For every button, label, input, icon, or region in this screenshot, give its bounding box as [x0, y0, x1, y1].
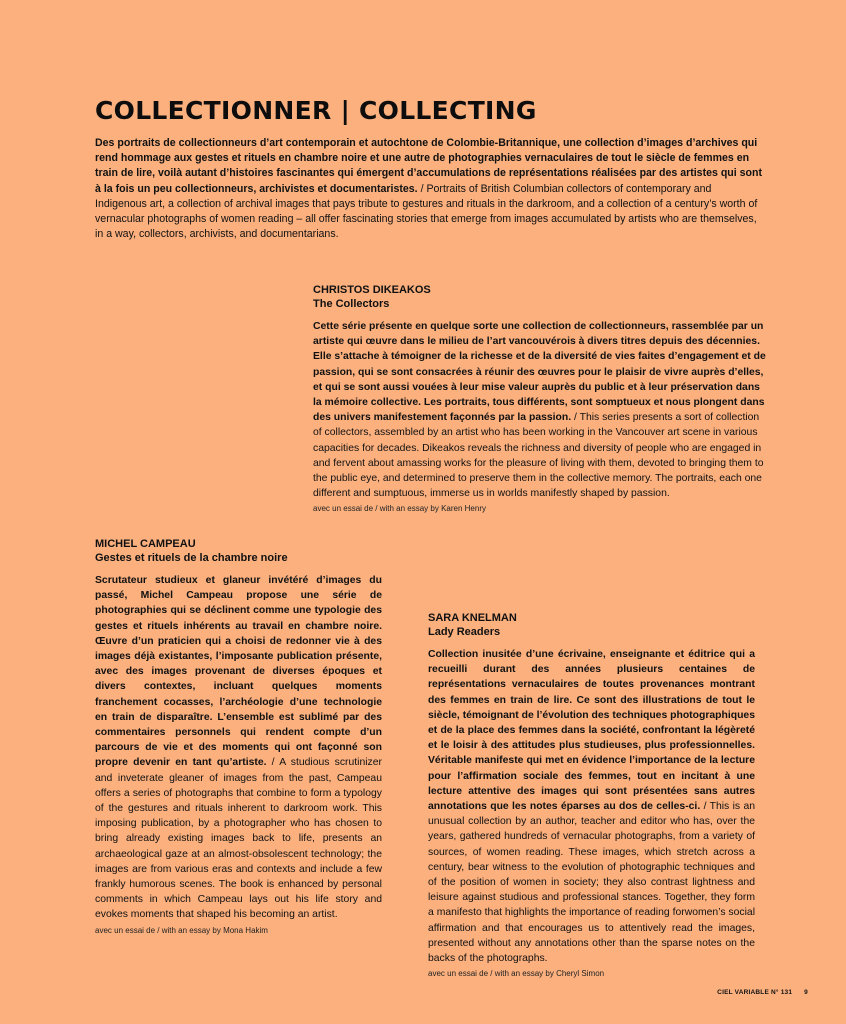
- intro-english: / Portraits of British Columbian collectors of contemporary and Indigenous art, a collection of archival images that pays tribute to gestures and rituals in the darkroom, and a collection of a century’s worth of vernacular photographs of women reading – all offer fascinating stories that emerge from images accumulated by artists who are themselves, in a way, collectors, archivists, and documentarians.: [95, 182, 758, 241]
- body-english: / This series presents a sort of collection of collectors, assembled by an artist who has been working in the Vancouver art scene in various capacities for decades. Dikeakos reveals the richness and diversity of people who are engaged in and fervent about amassing works for the pleasure of living with them, devoted to bringing them to the public eye, and determined to preserve them in the collective memory. The portraits, each one different and sumptuous, immerse us in worlds manifestly shaped by passion.: [313, 412, 764, 500]
- intro-paragraph: [95, 136, 763, 242]
- page-number: 9: [804, 989, 808, 996]
- page-footer: [717, 989, 808, 996]
- publication-name: CIEL VARIABLE N° 131: [717, 989, 793, 996]
- body-french: Scrutateur studieux et glaneur invétéré d’images du passé, Michel Campeau propose une série de photographies qui se déclinent comme une typologie des gestes et rituels inhérents au travail en chambre noire. Œuvre d’un praticien qui a choisi de redonner vie à des images déjà existantes, l’imposante publication présente, avec des images provenant de diverses époques et divers contextes, incluant quelques moments franchement cocasses, l’archéologie d’une technologie en train de disparaître. L’ensemble est sublimé par des commentaires personnels qui rendent compte d’un parcours de vie et des moments qui ont façonné son propre devenir en tant qu’artiste.: [95, 575, 382, 769]
- section-dikeakos: [313, 283, 768, 515]
- body-french: Collection inusitée d’une écrivaine, enseignante et éditrice qui a recueilli durant des années plusieurs centaines de représentations vernaculaires de toutes provenances montrant des femmes en train de lire. Ce sont des illustrations de tout le siècle, témoignant de l’évolution des techniques photographiques et de la place des femmes dans la société, confrontant la légèreté et le loisir à des attitudes plus studieuses, plus professionnelles. Véritable manifeste qui met en évidence l’importance de la lecture pour l’affirmation sociale des femmes, tout en incitant à une lecture attentive des images qui sont présentées sans autres annotations que les notes éparses au dos de celles-ci.: [428, 649, 755, 813]
- work-title: Lady Readers: [428, 626, 501, 638]
- section-campeau: [95, 537, 382, 937]
- essay-credit: avec un essai de / with an essay by Karen Henry: [313, 504, 486, 514]
- page-title: COLLECTIONNER | COLLECTING: [95, 96, 537, 125]
- essay-credit: avec un essai de / with an essay by Cheryl Simon: [428, 969, 605, 979]
- body-english: / This is an unusual collection by an author, teacher and editor who has, over the years, gathered hundreds of vernacular photographs, from a variety of sources, of women reading. These images, which stretch across a century, bear witness to the evolution of photographic techniques and of the position of women in society; they also contrast lightness and leisure against studious and professional stances. Together, they form a manifesto that highlights the importance of reading forwomen’s social affirmation and that encourages us to attentively read the images, presented without any annotations other than the sparse notes on the backs of the photographs.: [428, 801, 756, 965]
- work-title: The Collectors: [313, 298, 390, 310]
- essay-credit: avec un essai de / with an essay by Mona Hakim: [95, 925, 268, 935]
- body-english: / A studious scrutinizer and inveterate gleaner of images from the past, Campeau offers a series of photographs that combine to form a typology of the gestures and rituals inherent to darkroom work. This imposing publication, by a photographer who has chosen to bring already existing images back to life, presents an archaeological gaze at an almost-obsolescent technology; the images are from various eras and contexts and include a few frankly humorous scenes. The book is enhanced by personal comments in which Campeau lays out his life story and evokes moments that shaped his becoming an artist.: [95, 757, 382, 921]
- artist-name: SARA KNELMAN: [428, 612, 517, 624]
- section-knelman: [428, 611, 755, 980]
- section-body: [313, 319, 768, 501]
- body-french: Cette série présente en quelque sorte une collection de collectionneurs, rassemblée par un artiste qui œuvre dans le milieu de l’art vancouvérois à divers titres depuis des décennies. Elle s’attache à témoigner de la richesse et de la diversité de vies faites d’engagement et de passion, qui se sont consacrées à réunir des œuvres pour le plaisir de vivre auprès d’elles, et qui se sont aussi vouées à leur mise valeur auprès du public et à leur préservation dans la mémoire collective. Les portraits, tous différents, sont somptueux et nous plongent dans des univers manifestement façonnés par la passion.: [313, 321, 766, 424]
- artist-name: MICHEL CAMPEAU: [95, 538, 196, 550]
- intro-french: Des portraits de collectionneurs d’art contemporain et autochtone de Colombie-Britannique, une collection d’images d’archives qui rend hommage aux gestes et rituels en chambre noire et une autre de photographies vernaculaires de tout le siècle de femmes en train de lire, voilà autant d’histoires fascinantes qui émergent d’accumulations de représentations réalisées par des artistes qui sont à la fois un peu collectionneurs, archivistes et documentaristes.: [95, 137, 763, 195]
- section-body: [428, 647, 755, 966]
- section-body: [95, 573, 382, 923]
- artist-name: CHRISTOS DIKEAKOS: [313, 284, 431, 296]
- work-title: Gestes et rituels de la chambre noire: [95, 552, 288, 564]
